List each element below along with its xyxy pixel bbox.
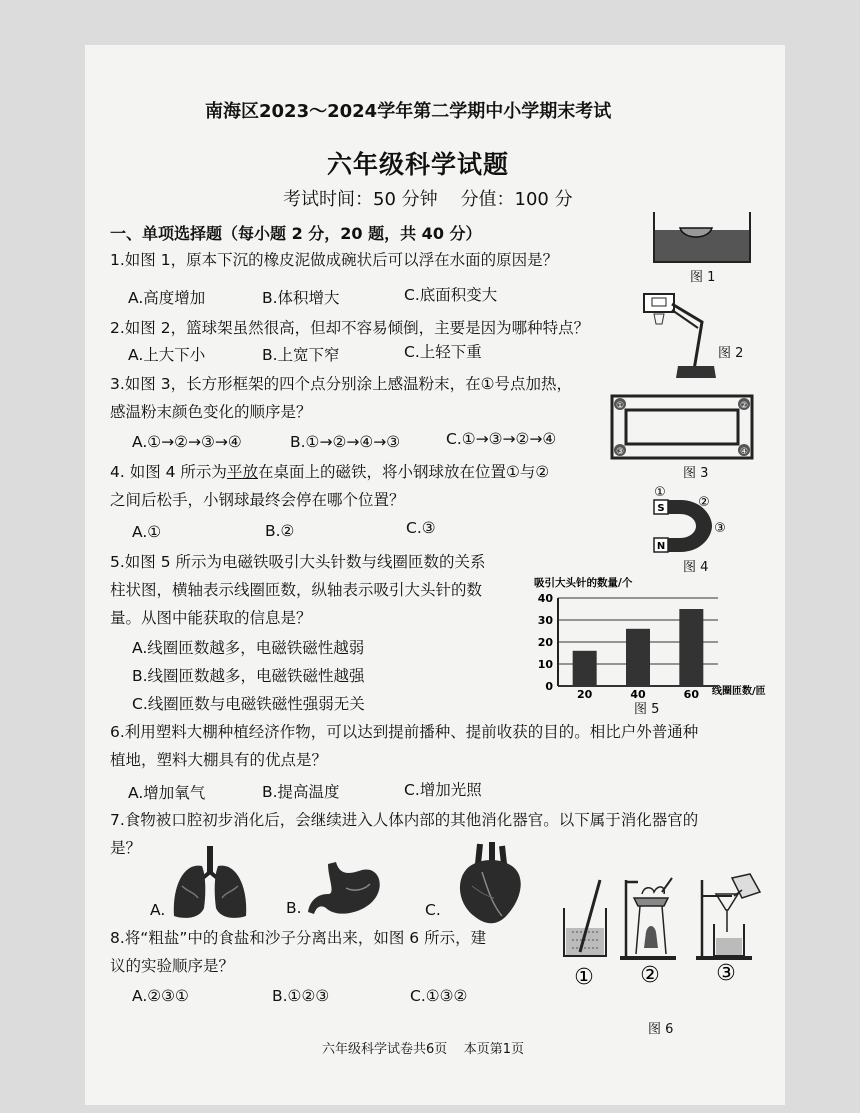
q2-stem: 2.如图 2，篮球架虽然很高，但却不容易倾倒，主要是因为哪种特点？	[110, 319, 590, 337]
q6-stem-line2: 植地，塑料大棚具有的优点是？	[110, 751, 328, 769]
q8-option-a: A.②③①	[132, 987, 189, 1005]
chart-y-label: 吸引大头针的数量/个	[534, 577, 633, 589]
figure-1-caption: 图 1	[690, 270, 716, 285]
q2-option-a: A.上大下小	[128, 346, 206, 364]
section-heading: 一、单项选择题（每小题 2 分，20 题，共 40 分）	[110, 224, 482, 243]
fig6-label-2: ②	[640, 963, 660, 988]
q6-option-b: B.提高温度	[262, 783, 340, 801]
q3-stem-line1: 3.如图 3，长方形框架的四个点分别涂上感温粉末，在①号点加热，	[110, 375, 572, 393]
q8-stem-line2: 议的实验顺序是？	[110, 957, 235, 975]
q4-stem-line1	[110, 462, 549, 482]
q6-option-a: A.增加氧气	[128, 784, 206, 802]
figure-4-caption: 图 4	[683, 560, 709, 575]
fig3-point-2: ②	[739, 401, 749, 411]
chart-bar	[626, 629, 650, 686]
q5-option-b: B.线圈匝数越多，电磁铁磁性越强	[132, 667, 365, 685]
q1-stem: 1.如图 1，原本下沉的橡皮泥做成碗状后可以浮在水面的原因是？	[110, 251, 559, 269]
fig4-s-pole: S	[657, 503, 665, 514]
figure-5-bar-chart	[530, 574, 782, 698]
q1-option-b: B.体积增大	[262, 289, 340, 307]
figure-6-caption: 图 6	[648, 1022, 674, 1037]
chart-y-tick-label: 40	[537, 592, 553, 605]
q7-stem-line2: 是？	[110, 839, 142, 857]
fig4-n-pole: N	[656, 541, 666, 552]
q7-option-a: A.	[150, 901, 166, 919]
q4-option-b: B.②	[265, 522, 295, 540]
exam-info: 考试时间：50 分钟 分值：100 分	[283, 189, 573, 210]
q4-stem-post: 在桌面上的磁铁，将小钢球放在位置①与②	[257, 463, 550, 481]
q4-stem-underlined: 平放	[226, 463, 258, 481]
fig3-point-3: ③	[615, 447, 625, 457]
q8-option-c: C.①③②	[410, 987, 468, 1005]
chart-y-tick-label: 0	[545, 680, 553, 693]
chart-x-tick-label: 40	[630, 688, 646, 698]
q4-stem-pre: 4. 如图 4 所示为	[110, 463, 227, 481]
fig4-position-2: ②	[698, 495, 710, 510]
exam-title: 南海区2023～2024学年第二学期中小学期末考试	[205, 101, 612, 122]
fig6-label-3: ③	[716, 961, 736, 986]
chart-bar	[679, 609, 703, 686]
q6-option-c: C.增加光照	[404, 781, 482, 799]
chart-x-tick-label: 20	[577, 688, 593, 698]
q2-option-c: C.上轻下重	[404, 343, 482, 361]
figure-4-u-magnet	[650, 484, 726, 558]
stomach-image	[306, 858, 386, 918]
fig3-point-4: ④	[739, 447, 749, 457]
q7-option-c: C.	[425, 901, 441, 919]
figure-2-basketball-stand	[636, 292, 720, 384]
q7-option-b: B.	[286, 899, 302, 917]
q8-stem-line1: 8.将“粗盐”中的食盐和沙子分离出来，如图 6 所示，建	[110, 929, 487, 947]
heart-image	[452, 842, 528, 928]
q5-option-c: C.线圈匝数与电磁铁磁性强弱无关	[132, 695, 365, 713]
q4-stem-line2: 之间后松手，小钢球最终会停在哪个位置？	[110, 491, 405, 509]
q8-option-b: B.①②③	[272, 987, 330, 1005]
q3-option-a: A.①→②→③→④	[132, 433, 242, 451]
figure-2-caption: 图 2	[718, 346, 744, 361]
beaker-stirring-apparatus	[564, 880, 606, 956]
q7-stem-line1: 7.食物被口腔初步消化后，会继续进入人体内部的其他消化器官。以下属于消化器官的	[110, 811, 699, 829]
chart-x-label: 线圈匝数/匝	[712, 686, 766, 697]
fig4-position-1: ①	[654, 485, 666, 500]
q5-stem-line1: 5.如图 5 所示为电磁铁吸引大头针数与线圈匝数的关系	[110, 553, 486, 571]
chart-y-tick-label: 30	[537, 614, 553, 627]
chart-y-tick-label: 10	[537, 658, 553, 671]
q5-stem-line2: 柱状图，横轴表示线圈匝数，纵轴表示吸引大头针的数	[110, 581, 483, 599]
exam-subtitle: 六年级科学试题	[327, 150, 510, 179]
q5-stem-line3: 量。从图中能获取的信息是？	[110, 609, 312, 627]
filtration-apparatus	[696, 874, 760, 960]
q3-stem-line2: 感温粉末颜色变化的顺序是？	[110, 403, 312, 421]
figure-5-caption: 图 5	[634, 702, 660, 717]
page-footer: 六年级科学试卷共6页 本页第1页	[322, 1042, 525, 1057]
q4-option-a: A.①	[132, 523, 162, 541]
figure-6-lab-apparatus	[556, 872, 766, 990]
chart-y-tick-label: 20	[537, 636, 553, 649]
evaporation-apparatus	[620, 878, 676, 960]
q1-option-c: C.底面积变大	[404, 286, 498, 304]
q3-option-c: C.①→③→②→④	[446, 430, 557, 448]
q1-option-a: A.高度增加	[128, 289, 206, 307]
figure-3-caption: 图 3	[683, 466, 709, 481]
chart-bar	[573, 651, 597, 686]
figure-3-rectangle-frame	[610, 394, 754, 460]
q4-option-c: C.③	[406, 519, 436, 537]
figure-1-bowl-floating	[652, 212, 752, 264]
q6-stem-line1: 6.利用塑料大棚种植经济作物，可以达到提前播种、提前收获的目的。相比户外普通种	[110, 723, 699, 741]
fig6-label-1: ①	[574, 965, 594, 990]
chart-x-tick-label: 60	[683, 688, 699, 698]
fig4-position-3: ③	[714, 521, 726, 536]
fig3-point-1: ①	[615, 401, 625, 411]
q5-option-a: A.线圈匝数越多，电磁铁磁性越弱	[132, 639, 365, 657]
lungs-image	[168, 846, 252, 924]
q3-option-b: B.①→②→④→③	[290, 433, 401, 451]
q2-option-b: B.上宽下窄	[262, 346, 340, 364]
